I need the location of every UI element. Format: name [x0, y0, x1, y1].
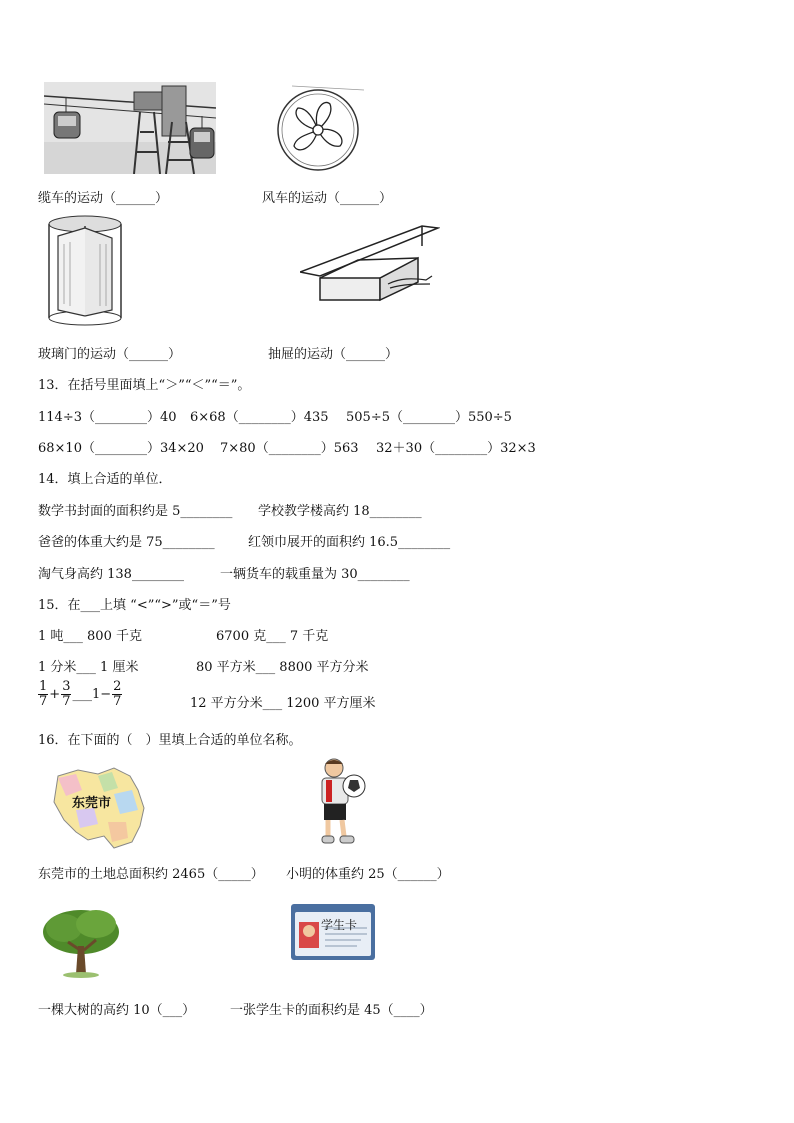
revolving-door-image — [44, 214, 126, 326]
q14-item: 红领巾展开的面积约 16.5________ — [248, 535, 451, 550]
q15-item: 1 吨___ 800 千克 — [38, 629, 142, 644]
dongguan-map-image — [48, 766, 148, 850]
q16-item: 一棵大树的高约 10（___） — [38, 1003, 196, 1018]
q13-item: 505÷5（________）550÷5 — [346, 410, 512, 425]
windmill-fan-image — [272, 84, 364, 174]
map-label: 东莞市 — [72, 796, 112, 811]
q13-title: 13．在括号里面填上“＞”“＜”“＝”。 — [38, 378, 251, 393]
q13-item: 32＋30（________）32×3 — [376, 441, 536, 456]
q15-item: 6700 克___ 7 千克 — [216, 629, 329, 644]
q13-item: 7×80（________）563 — [220, 441, 359, 456]
q15-item: 1 分米___ 1 厘米 — [38, 660, 139, 675]
q16-item: 东莞市的土地总面积约 2465（_____） — [38, 867, 264, 882]
student-card-image — [291, 904, 375, 960]
blank-minus: ___1− — [72, 687, 112, 703]
fraction: $\frac{1}{7}$ — [39, 679, 48, 710]
q16-item: 小明的体重约 25（______） — [286, 867, 450, 882]
boy-with-ball-image — [312, 756, 370, 848]
q15-fraction-expression — [38, 680, 122, 710]
cable-car-caption: 缆车的运动（______） — [38, 191, 169, 206]
q15-title: 15．在___上填 “<”“>”或“＝”号 — [38, 598, 231, 613]
q14-item: 数学书封面的面积约是 5________ — [38, 504, 233, 519]
q16-item: 一张学生卡的面积约是 45（____） — [230, 1003, 433, 1018]
q14-item: 爸爸的体重大约是 75________ — [38, 535, 215, 550]
q14-title: 14．填上合适的单位． — [38, 472, 172, 487]
drawer-caption: 抽屉的运动（______） — [268, 347, 399, 362]
drawer-image — [300, 222, 440, 304]
cable-car-image — [44, 82, 216, 174]
q15-item: 80 平方米___ 8800 平方分米 — [196, 660, 369, 675]
q16-title: 16．在下面的（ ）里填上合适的单位名称。 — [38, 733, 302, 748]
q14-item: 学校教学楼高约 18________ — [258, 504, 422, 519]
q15-item: 12 平方分米___ 1200 平方厘米 — [190, 696, 376, 711]
plus-sign: + — [49, 687, 61, 703]
glass-door-caption: 玻璃门的运动（______） — [38, 347, 182, 362]
fraction: $\frac{3}{7}$ — [62, 679, 71, 710]
q13-item: 114÷3（________）40 — [38, 410, 177, 425]
fraction: $\frac{2}{7}$ — [113, 679, 122, 710]
card-label: 学生卡 — [321, 918, 358, 932]
tree-image — [40, 906, 122, 978]
q13-item: 68×10（________）34×20 — [38, 441, 204, 456]
q14-item: 一辆货车的载重量为 30________ — [220, 567, 410, 582]
q13-item: 6×68（________）435 — [190, 410, 329, 425]
q14-item: 淘气身高约 138________ — [38, 567, 184, 582]
windmill-caption: 风车的运动（______） — [262, 191, 393, 206]
